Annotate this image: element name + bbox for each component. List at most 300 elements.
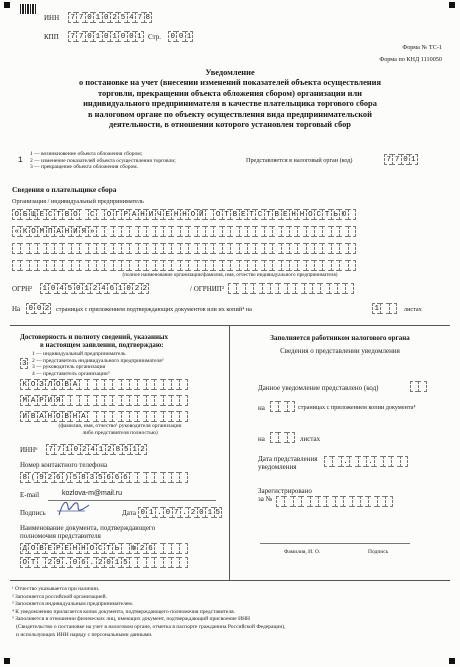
char-cell bbox=[380, 303, 388, 314]
section-divider bbox=[10, 325, 450, 326]
char-cell: 0 bbox=[85, 12, 93, 23]
column-divider bbox=[229, 325, 230, 580]
char-cell: 2 bbox=[137, 543, 145, 554]
char-cell: 4 bbox=[57, 283, 65, 294]
char-cell bbox=[205, 243, 213, 254]
char-cell: 0 bbox=[197, 507, 205, 518]
char-cell bbox=[29, 243, 37, 254]
char-cell: 0 bbox=[102, 31, 110, 42]
char-cell bbox=[87, 379, 95, 390]
char-cell bbox=[310, 496, 318, 507]
submission-date-label bbox=[258, 455, 317, 471]
char-cell bbox=[255, 243, 263, 254]
signer-option-3: 3 — руководитель организации bbox=[32, 364, 106, 370]
char-cell bbox=[326, 496, 334, 507]
pages-count-cells[interactable] bbox=[26, 303, 51, 314]
char-cell bbox=[179, 543, 187, 554]
char-cell bbox=[154, 395, 162, 406]
char-cell: 5 bbox=[70, 472, 78, 483]
char-cell: О bbox=[20, 557, 28, 568]
tax-organ-code-cells[interactable] bbox=[384, 154, 418, 165]
sheets-label: листах bbox=[300, 435, 321, 443]
char-cell bbox=[329, 283, 337, 294]
char-cell bbox=[278, 283, 286, 294]
authority-doc-label-line-1: Наименование документа, подтверждающего bbox=[20, 524, 156, 532]
char-cell: 8 bbox=[79, 472, 87, 483]
char-cell: 7 bbox=[172, 507, 180, 518]
char-cell bbox=[96, 411, 104, 422]
char-cell bbox=[88, 260, 96, 271]
char-cell bbox=[239, 243, 247, 254]
char-cell: О bbox=[71, 209, 79, 220]
char-cell bbox=[180, 243, 188, 254]
char-cell: О bbox=[28, 379, 36, 390]
char-cell: 5 bbox=[121, 557, 129, 568]
char-cell bbox=[270, 283, 278, 294]
officer-fio-line bbox=[260, 543, 356, 544]
date-label: Дата bbox=[122, 509, 136, 517]
org-name-row-1[interactable] bbox=[12, 209, 356, 220]
char-cell bbox=[121, 379, 129, 390]
char-cell bbox=[385, 496, 393, 507]
char-cell: 1 bbox=[130, 444, 138, 455]
char-cell: 2 bbox=[90, 283, 98, 294]
char-cell: 2 bbox=[110, 12, 118, 23]
corner-marker-top-left bbox=[4, 2, 10, 8]
char-cell bbox=[197, 243, 205, 254]
char-cell: А bbox=[28, 395, 36, 406]
char-cell: 6 bbox=[54, 472, 62, 483]
char-cell bbox=[255, 260, 263, 271]
char-cell: С bbox=[88, 209, 96, 220]
char-cell: Ч bbox=[155, 209, 163, 220]
char-cell: К bbox=[20, 379, 28, 390]
char-cell bbox=[121, 226, 129, 237]
char-cell bbox=[331, 260, 339, 271]
char-cell: 4 bbox=[127, 12, 135, 23]
char-cell: » bbox=[88, 226, 96, 237]
char-cell: Н bbox=[289, 209, 297, 220]
char-cell bbox=[247, 226, 255, 237]
char-cell: Т bbox=[104, 543, 112, 554]
char-cell bbox=[62, 395, 70, 406]
kpp-cells[interactable] bbox=[68, 31, 144, 42]
fio-caption-line-2: либо представителя полностью) bbox=[82, 429, 158, 436]
char-cell: 0 bbox=[124, 283, 132, 294]
char-cell bbox=[272, 260, 280, 271]
char-cell: Е bbox=[163, 209, 171, 220]
char-cell bbox=[331, 226, 339, 237]
email-label: E-mail bbox=[20, 491, 40, 499]
char-cell bbox=[287, 401, 295, 412]
char-cell bbox=[129, 226, 137, 237]
pages-copies-text: страницах с приложением копии документа⁴ bbox=[298, 404, 416, 411]
char-cell: 1 bbox=[110, 31, 118, 42]
char-cell bbox=[312, 283, 320, 294]
signature-mark bbox=[55, 497, 91, 519]
char-cell bbox=[171, 472, 179, 483]
char-cell bbox=[96, 379, 104, 390]
patronymic-cells[interactable] bbox=[20, 411, 188, 422]
char-cell: № bbox=[129, 543, 137, 554]
char-cell bbox=[247, 243, 255, 254]
phone-label: Номер контактного телефона bbox=[20, 461, 108, 469]
char-cell: 0 bbox=[176, 31, 184, 42]
title-line-3: торговли, прекращении объекта обложения сбором) организации или bbox=[98, 88, 362, 98]
phone-cells[interactable] bbox=[20, 472, 188, 483]
char-cell bbox=[205, 260, 213, 271]
fio-caption bbox=[20, 423, 220, 436]
char-cell: 1 bbox=[137, 33, 142, 41]
char-cell: . bbox=[341, 456, 349, 467]
char-cell bbox=[71, 260, 79, 271]
notice-type-option-1: 1 — возникновение объекта обложения сбором; bbox=[30, 151, 143, 157]
char-cell bbox=[295, 283, 303, 294]
char-cell: 0 bbox=[127, 31, 135, 42]
char-cell bbox=[154, 543, 162, 554]
char-cell: Ь bbox=[112, 543, 120, 554]
char-cell bbox=[348, 209, 356, 220]
char-cell bbox=[213, 226, 221, 237]
footnote-6: (Свидетельство о постановке на учет в налоговом органе, отметка в паспорте гражданина Российской Федерации), bbox=[16, 623, 286, 630]
char-cell bbox=[349, 456, 357, 467]
char-cell bbox=[400, 456, 408, 467]
char-cell bbox=[171, 411, 179, 422]
char-cell bbox=[348, 243, 356, 254]
char-cell bbox=[96, 395, 104, 406]
authority-doc-row-2[interactable] bbox=[20, 557, 188, 568]
pages-prefix: На bbox=[12, 305, 21, 313]
char-cell: 5 bbox=[118, 12, 126, 23]
notice-type-option-3: 3 — прекращение объекта обложения сбором. bbox=[30, 164, 138, 170]
char-cell: 3 bbox=[87, 472, 95, 483]
char-cell: Д bbox=[20, 543, 28, 554]
char-cell bbox=[222, 260, 230, 271]
char-cell: А bbox=[79, 411, 87, 422]
char-cell: . bbox=[87, 557, 95, 568]
char-cell: А bbox=[70, 379, 78, 390]
char-cell bbox=[112, 411, 120, 422]
char-cell bbox=[79, 260, 87, 271]
char-cell bbox=[306, 226, 314, 237]
char-cell bbox=[197, 260, 205, 271]
char-cell bbox=[222, 226, 230, 237]
char-cell bbox=[46, 243, 54, 254]
char-cell: . bbox=[62, 557, 70, 568]
char-cell bbox=[129, 260, 137, 271]
char-cell: И bbox=[146, 209, 154, 220]
pages-text: страницах с приложением подтверждающих документов или их копий⁴ на bbox=[56, 306, 252, 313]
char-cell bbox=[276, 496, 284, 507]
char-cell bbox=[322, 260, 330, 271]
knd-code: Форма по КНД 1110050 bbox=[379, 56, 442, 63]
char-cell bbox=[337, 283, 345, 294]
char-cell bbox=[154, 472, 162, 483]
char-cell: О bbox=[306, 209, 314, 220]
char-cell: С bbox=[255, 209, 263, 220]
char-cell bbox=[213, 243, 221, 254]
footnote-3: ³ Заполняется индивидуальным предпринимателем. bbox=[12, 601, 134, 608]
footnotes bbox=[12, 586, 448, 639]
char-cell bbox=[137, 411, 145, 422]
char-cell: 0 bbox=[85, 31, 93, 42]
signer-code-cell[interactable] bbox=[20, 358, 28, 369]
char-cell: Е bbox=[281, 209, 289, 220]
char-cell bbox=[391, 456, 399, 467]
char-cell: 5 bbox=[96, 472, 104, 483]
char-cell bbox=[264, 226, 272, 237]
org-name-row-2[interactable] bbox=[12, 226, 356, 237]
char-cell bbox=[79, 395, 87, 406]
char-cell bbox=[155, 243, 163, 254]
char-cell bbox=[163, 379, 171, 390]
footnote-1: ¹ Отчество указывается при наличии. bbox=[12, 586, 100, 592]
char-cell: 1 bbox=[40, 283, 48, 294]
char-cell: 5 bbox=[215, 509, 220, 517]
char-cell bbox=[12, 243, 20, 254]
char-cell bbox=[322, 226, 330, 237]
sheets-on-label: на bbox=[258, 435, 265, 443]
char-cell bbox=[348, 260, 356, 271]
char-cell bbox=[205, 209, 213, 220]
char-cell: 0 bbox=[34, 303, 42, 314]
char-cell bbox=[37, 243, 45, 254]
copies-suffix: листах bbox=[404, 306, 422, 313]
char-cell bbox=[281, 226, 289, 237]
confirm-heading-line-1: Достоверность и полноту сведений, указанных bbox=[20, 333, 169, 341]
char-cell bbox=[331, 243, 339, 254]
char-cell bbox=[383, 456, 391, 467]
char-cell: 1 bbox=[372, 303, 380, 314]
char-cell: 7 bbox=[392, 154, 400, 165]
char-cell bbox=[113, 226, 121, 237]
char-cell: Е bbox=[239, 209, 247, 220]
email-value[interactable]: kozlova-m@mail.ru bbox=[62, 490, 123, 497]
char-cell: Л bbox=[45, 379, 53, 390]
char-cell: Р bbox=[54, 543, 62, 554]
char-cell bbox=[297, 260, 305, 271]
ogrnip-label: / ОГРНИП³ bbox=[190, 285, 224, 293]
char-cell: Я bbox=[54, 395, 62, 406]
char-cell bbox=[179, 472, 187, 483]
char-cell: 0 bbox=[401, 154, 409, 165]
char-cell bbox=[318, 496, 326, 507]
char-cell: О bbox=[188, 209, 196, 220]
corner-marker-top-right bbox=[449, 2, 455, 8]
char-cell bbox=[163, 472, 171, 483]
char-cell: О bbox=[28, 543, 36, 554]
char-cell: Т bbox=[222, 209, 230, 220]
title-line-6: деятельности, в отношении которого установлен торговый сбор bbox=[109, 120, 351, 130]
signer-options bbox=[32, 351, 164, 377]
title-line-2: о постановке на учет (внесении изменений показателей объекта осуществления bbox=[79, 78, 381, 88]
char-cell: 0 bbox=[71, 444, 79, 455]
char-cell: И bbox=[71, 226, 79, 237]
pages-on-label: на bbox=[258, 404, 265, 412]
char-cell bbox=[306, 260, 314, 271]
char-cell: И bbox=[20, 411, 28, 422]
char-cell: О bbox=[54, 379, 62, 390]
char-cell bbox=[121, 543, 129, 554]
char-cell bbox=[270, 432, 278, 443]
submission-date-label-line-2: уведомления bbox=[258, 463, 297, 471]
char-cell: 4 bbox=[99, 283, 107, 294]
char-cell bbox=[71, 243, 79, 254]
char-cell: 2 bbox=[105, 444, 113, 455]
char-cell bbox=[171, 557, 179, 568]
payer-section-title: Сведения о плательщике сбора bbox=[12, 185, 117, 194]
char-cell bbox=[121, 411, 129, 422]
page-number-cells[interactable] bbox=[168, 31, 193, 42]
char-cell bbox=[155, 260, 163, 271]
char-cell: Т bbox=[54, 209, 62, 220]
char-cell bbox=[96, 243, 104, 254]
char-cell bbox=[171, 243, 179, 254]
char-cell: Й bbox=[197, 209, 205, 220]
char-cell: 0 bbox=[104, 557, 112, 568]
char-cell bbox=[46, 260, 54, 271]
char-cell bbox=[180, 226, 188, 237]
char-cell bbox=[163, 226, 171, 237]
char-cell: 0 bbox=[74, 283, 82, 294]
char-cell bbox=[368, 496, 376, 507]
char-cell: 2 bbox=[80, 444, 88, 455]
ogrnip-cells[interactable] bbox=[228, 283, 354, 294]
char-cell bbox=[213, 260, 221, 271]
char-cell bbox=[146, 472, 154, 483]
char-cell: 2 bbox=[45, 557, 53, 568]
title-line-1: Уведомление bbox=[205, 68, 255, 77]
submitted-code-label: Данное уведомление представлено (код) bbox=[258, 384, 379, 392]
char-cell bbox=[146, 379, 154, 390]
char-cell: Т bbox=[247, 209, 255, 220]
char-cell: О bbox=[29, 226, 37, 237]
notice-type-value[interactable]: 1 bbox=[18, 156, 23, 165]
char-cell bbox=[146, 226, 154, 237]
first-name-cells[interactable] bbox=[20, 395, 188, 406]
inn-cells[interactable] bbox=[68, 12, 152, 23]
char-cell: 7 bbox=[46, 444, 54, 455]
officer-sign-line bbox=[356, 543, 410, 544]
char-cell: В bbox=[230, 209, 238, 220]
char-cell: 6 bbox=[104, 472, 112, 483]
char-cell bbox=[104, 226, 112, 237]
signer-inn-cells[interactable] bbox=[46, 444, 147, 455]
org-label: Организация / индивидуальный предприниматель bbox=[12, 198, 144, 205]
char-cell: 1 bbox=[205, 507, 213, 518]
char-cell: 1 bbox=[82, 283, 90, 294]
notice-type-options bbox=[30, 151, 176, 171]
char-cell bbox=[348, 226, 356, 237]
date-cells[interactable] bbox=[138, 507, 222, 518]
char-cell: 5 bbox=[65, 283, 73, 294]
char-cell bbox=[96, 260, 104, 271]
org-name-row-4[interactable] bbox=[12, 260, 356, 271]
char-cell bbox=[230, 260, 238, 271]
char-cell: 2 bbox=[188, 507, 196, 518]
char-cell bbox=[54, 260, 62, 271]
officer-sheets-cells[interactable] bbox=[270, 432, 295, 443]
char-cell bbox=[389, 303, 397, 314]
char-cell: Р bbox=[121, 209, 129, 220]
title-line-5: в налоговом органе по объекту осуществления вида предпринимательской bbox=[88, 109, 372, 119]
char-cell: Н bbox=[138, 209, 146, 220]
submission-info-heading: Сведения о представлении уведомления bbox=[280, 347, 400, 355]
char-cell bbox=[262, 283, 270, 294]
char-cell: Н bbox=[70, 543, 78, 554]
char-cell: 2 bbox=[44, 305, 50, 313]
confirm-heading-line-2: в настоящем заявлении, подтверждаю: bbox=[40, 341, 164, 349]
char-cell: 1 bbox=[116, 283, 124, 294]
copies-count-cells[interactable] bbox=[372, 303, 397, 314]
char-cell: 7 bbox=[68, 12, 76, 23]
char-cell bbox=[29, 260, 37, 271]
char-cell: 6 bbox=[107, 283, 115, 294]
submitted-code-cells[interactable] bbox=[410, 381, 427, 392]
char-cell bbox=[70, 395, 78, 406]
char-cell: М bbox=[37, 226, 45, 237]
char-cell bbox=[129, 411, 137, 422]
submission-date-cells[interactable] bbox=[324, 456, 408, 467]
char-cell bbox=[281, 260, 289, 271]
char-cell: 7 bbox=[76, 12, 84, 23]
char-cell: Е bbox=[62, 543, 70, 554]
tax-organ-label: Представляется в налоговый орган (код) bbox=[246, 157, 353, 164]
char-cell bbox=[179, 379, 187, 390]
footnote-5: ⁵ Заполняется в отношении физических лиц, имеющих документ, подтверждающий присвоение ИНН bbox=[12, 616, 251, 623]
char-cell: . bbox=[155, 507, 163, 518]
authority-doc-row-1[interactable] bbox=[20, 543, 188, 554]
char-cell bbox=[253, 283, 261, 294]
char-cell bbox=[345, 283, 353, 294]
char-cell bbox=[264, 243, 272, 254]
char-cell bbox=[188, 243, 196, 254]
page-label: Стр. bbox=[148, 33, 161, 41]
char-cell bbox=[87, 395, 95, 406]
char-cell: М bbox=[20, 395, 28, 406]
char-cell bbox=[314, 243, 322, 254]
document-title bbox=[10, 68, 450, 130]
char-cell bbox=[112, 379, 120, 390]
surname-cells[interactable] bbox=[20, 379, 188, 390]
char-cell bbox=[339, 260, 347, 271]
char-cell: 0 bbox=[168, 31, 176, 42]
char-cell bbox=[79, 379, 87, 390]
char-cell bbox=[146, 243, 154, 254]
char-cell bbox=[222, 243, 230, 254]
org-name-row-3[interactable] bbox=[12, 243, 356, 254]
org-name-caption: (полное наименование организации/фамилия, имя, отчество индивидуального предпринимателя) bbox=[122, 272, 338, 278]
char-cell bbox=[146, 395, 154, 406]
ogrn-cells[interactable] bbox=[40, 283, 149, 294]
registration-number-cells[interactable] bbox=[276, 496, 393, 507]
char-cell bbox=[137, 379, 145, 390]
char-cell bbox=[179, 557, 187, 568]
registered-label-line-1: Зарегистрировано bbox=[258, 487, 312, 495]
char-cell bbox=[239, 226, 247, 237]
officer-pages-cells[interactable] bbox=[270, 401, 295, 412]
form-barcode bbox=[20, 4, 36, 14]
char-cell bbox=[104, 395, 112, 406]
char-cell bbox=[360, 496, 368, 507]
char-cell bbox=[154, 379, 162, 390]
char-cell bbox=[20, 260, 28, 271]
char-cell bbox=[79, 209, 87, 220]
char-cell bbox=[62, 260, 70, 271]
char-cell: К bbox=[20, 226, 28, 237]
char-cell: 1 bbox=[63, 444, 71, 455]
char-cell: 7 bbox=[384, 154, 392, 165]
